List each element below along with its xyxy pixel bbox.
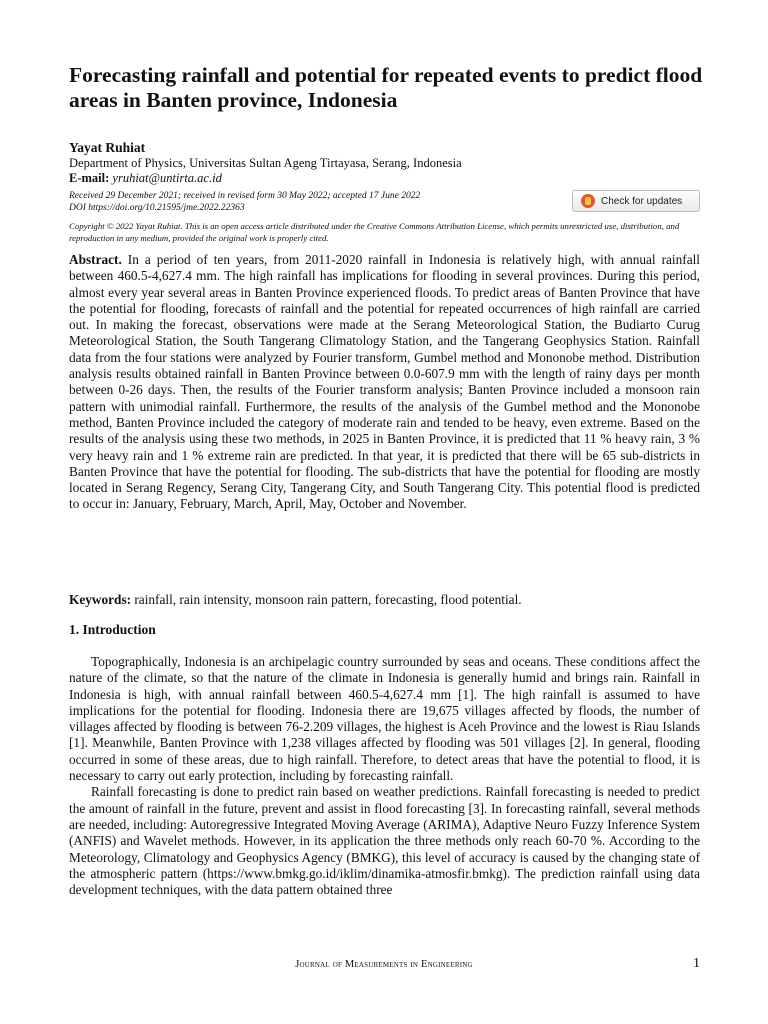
footer-journal-name: Journal of Measurements in Engineering bbox=[295, 959, 473, 970]
page-number: 1 bbox=[693, 956, 700, 971]
abstract-label: Abstract. bbox=[69, 252, 122, 267]
received-dates: Received 29 December 2021; received in revised form 30 May 2022; accepted 17 June 2022 bbox=[69, 191, 421, 201]
email-address[interactable]: yruhiat@untirta.ac.id bbox=[112, 171, 222, 185]
crossmark-icon bbox=[581, 194, 595, 208]
author-name: Yayat Ruhiat bbox=[69, 140, 146, 155]
keywords-label: Keywords: bbox=[69, 592, 132, 607]
abstract bbox=[69, 252, 700, 513]
paper-title: Forecasting rainfall and potential for repeated events to predict flood areas in Banten province, Indonesia bbox=[69, 63, 703, 112]
article-dates bbox=[69, 190, 549, 214]
author-affiliation: Department of Physics, Universitas Sultan Ageng Tirtayasa, Serang, Indonesia bbox=[69, 156, 462, 170]
intro-paragraph: Topographically, Indonesia is an archipelagic country surrounded by seas and oceans. These conditions affect the nature of the climate, so that the nature of the climate in Indonesia is generally humid and brings rain. Rainfall in Indonesia is high, with annual rainfall between 460.5-4,627.4 mm [1]. The high rainfall is assumed to have implications for the potential for flooding. Indonesia there are 19,675 villages affected by floods, the number of villages affected by flooding is between 76-2.209 villages, the highest is Aceh Province and the lowest is Riau Islands [1]. Meanwhile, Banten Province with 1,238 villages affected by flooding was 501 villages [2]. In general, flooding occurred in some of these areas, due to high rainfall. Therefore, to detect areas that have the potential to flood, it is necessary to carry out early protection, including by forecasting rainfall. bbox=[69, 654, 700, 784]
introduction-body bbox=[69, 654, 700, 898]
copyright-notice: Copyright © 2022 Yayat Ruhiat. This is an open access article distributed under the Creative Commons Attribution License, which permits unrestricted use, distribution, and reproduction in any medium, provided the original work is properly cited. bbox=[69, 221, 680, 243]
check-for-updates-button[interactable] bbox=[572, 190, 700, 212]
doi-link[interactable]: DOI https://doi.org/10.21595/jme.2022.22363 bbox=[69, 203, 245, 213]
check-for-updates-label: Check for updates bbox=[601, 195, 683, 207]
author-email-line bbox=[69, 170, 709, 186]
keywords bbox=[69, 592, 700, 608]
email-label: E-mail: bbox=[69, 171, 110, 185]
intro-paragraph: Rainfall forecasting is done to predict rain based on weather predictions. Rainfall forecasting is needed to predict the amount of rainfall in the future, prevent and assist in flood forecasting [3]. In forecasting rainfall, several methods are needed, including: Autoregressive Integrated Moving Average (ARIMA), Adaptive Neuro Fuzzy Inference System (ANFIS) and Wavelet methods. However, in its application the three methods only reach 60-70 %. According to the Meteorology, Climatology and Geophysics Agency (BMKG), this level of accuracy is caused by the changing state of the atmospheric pattern (https://www.bmkg.go.id/iklim/dinamika-atmosfir.bmkg). The prediction rainfall using data development techniques, with the data pattern obtained three bbox=[69, 784, 700, 898]
abstract-text: In a period of ten years, from 2011-2020 rainfall in Indonesia is relatively high, with annual rainfall between 460.5-4,627.4 mm. The high rainfall has implications for flooding in several provinces. During this period, almost every year several areas in Banten Province experienced floods. To predict areas of Banten Province that have the potential for flooding, forecasts of rainfall and the potential for repeated occurrences of high rainfall are carried out. In making the forecast, observations were made at the Serang Meteorological Station, the Budiarto Curug Meteorological Station, the South Tangerang Climatology Station, and the Tangerang Geophysics Station. Rainfall data from the four stations were analyzed by Fourier transform, Gumbel method and Mononobe method. Distribution analysis results obtained rainfall in Banten Province between 0.0-607.9 mm with the length of rainy days per month between 0-26 days. Then, the results of the Fourier transform analysis; Banten Province included a monsoon rain pattern with unimodial rainfall. Furthermore, the results of the analysis of the Gumbel method and the Mononobe method, Banten Province included the category of moderate rain and tended to be heavy, even extreme. Based on the results of the analysis using these two methods, in 2025 in Banten Province, it is predicted that 11 % heavy rain, 3 % very heavy rain and 1 % extreme rain are predicted. In that year, it is predicted that there will be 65 sub-districts in Banten Province that have the potential for flooding. The sub-districts that have the potential for flooding are mostly located in Serang Regency, Serang City, Tangerang City, and South Tangerang City. This potential flood is predicted to occur in: January, February, March, April, May, October and November. bbox=[69, 252, 700, 512]
section-heading-introduction: 1. Introduction bbox=[69, 622, 156, 637]
keywords-text: rainfall, rain intensity, monsoon rain pattern, forecasting, flood potential. bbox=[134, 592, 522, 607]
